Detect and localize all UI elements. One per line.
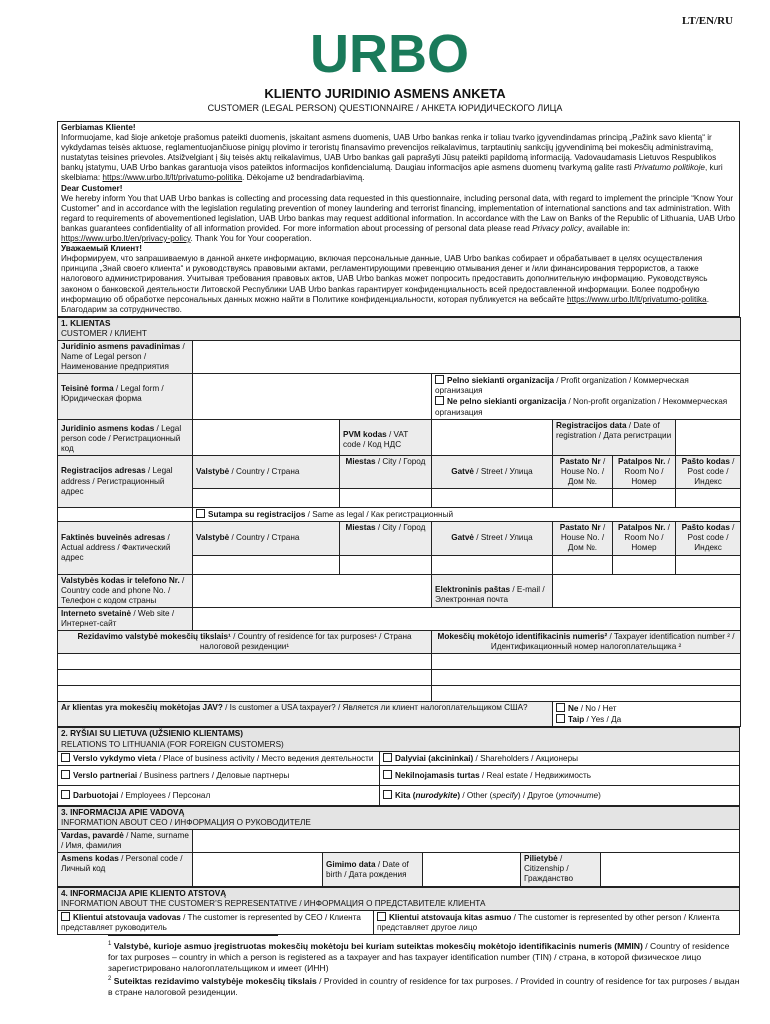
usa-taxpayer-options — [553, 702, 741, 727]
email-label: Elektroninis paštas / E-mail / Электронная почта — [432, 574, 553, 607]
ceo-citizenship-label: Pilietybė / Citizenship / Гражданство — [521, 853, 601, 886]
usa-yes-option[interactable]: Taip / Yes / Да — [556, 714, 737, 725]
section-3-title: 3. INFORMACIJA APIE VADOVĄ INFORMATION ABOUT CEO / ИНФОРМАЦИЯ О РУКОВОДИТЕЛЕ — [58, 806, 740, 829]
business-place-option[interactable]: Verslo vykdymo vieta / Place of business activity / Место ведения деятельности — [58, 751, 380, 765]
reg-address-label: Registracijos adresas / Legal address / Регистрационный адрес — [58, 455, 193, 507]
reg-date-field[interactable] — [676, 419, 741, 455]
legal-name-field[interactable] — [193, 340, 741, 373]
nonprofit-org-option[interactable]: Ne pelno siekianti organizacija / Non-profit organization / Некоммерческая организация — [435, 397, 728, 417]
actual-city-field[interactable] — [340, 555, 432, 574]
actual-post-field[interactable] — [676, 555, 741, 574]
rep-other-option[interactable]: Klientui atstovauja kitas asmuo / The customer is represented by other person / Клиента представляет другое лицо — [374, 910, 740, 934]
usa-no-checkbox[interactable] — [556, 703, 565, 712]
shareholders-option[interactable]: Dalyviai (akcininkai) / Shareholders / Акционеры — [380, 751, 740, 765]
actual-room-field[interactable] — [613, 555, 676, 574]
other-relation-checkbox[interactable] — [383, 790, 392, 799]
lt-policy-name: Privatumo politikoje — [633, 163, 705, 173]
phone-field[interactable] — [193, 574, 432, 607]
actual-street-label: Gatvė / Street / Улица — [432, 522, 553, 555]
lt-text-end: . Dėkojame už bendradarbiavimą. — [242, 173, 365, 183]
section-1-title: 1. KLIENTAS CUSTOMER / КЛИЕНТ — [58, 317, 741, 340]
employees-option[interactable]: Darbuotojai / Employees / Персонал — [58, 785, 380, 805]
form-subtitle: CUSTOMER (LEGAL PERSON) QUESTIONNAIRE / АНКЕТА ЮРИДИЧЕСКОГО ЛИЦА — [207, 103, 563, 113]
website-label: Interneto svetainė / Web site / Интернет-сайт — [58, 607, 193, 630]
same-as-legal-option[interactable]: Sutampa su registracijos / Same as legal / Как регистрационный — [193, 508, 741, 522]
legal-form-label: Teisinė forma / Legal form / Юридическая форма — [58, 374, 193, 419]
actual-street-field[interactable] — [432, 555, 553, 574]
reg-house-field[interactable] — [553, 489, 613, 508]
lt-privacy-link[interactable]: https://www.urbo.lt/lt/privatumo-politika — [102, 173, 243, 183]
employees-checkbox[interactable] — [61, 790, 70, 799]
business-place-checkbox[interactable] — [61, 753, 70, 762]
logo-text: URBO — [310, 28, 469, 76]
en-text-mid: , available in: — [582, 223, 630, 233]
vat-label: PVM kodas / VAT code / Код НДС — [340, 419, 432, 455]
website-field[interactable] — [193, 607, 741, 630]
footnote-2: $^2$ Suteiktas rezidavimo valstybėje mokesčių tikslais / Provided in country of residence for tax purposes. / Provided in country of residence for tax purposes / выдан в стране налоговой резиденции. — [108, 975, 740, 997]
lt-greeting: Gerbiamas Kliente! — [61, 123, 136, 132]
profit-org-option[interactable]: Pelno siekianti organizacija / Profit organization / Коммерческая организация — [435, 376, 689, 396]
actual-house-label: Pastato Nr / House No. / Дом №. — [553, 522, 613, 555]
ceo-name-label: Vardas, pavardė / Name, surname / Имя, фамилия — [58, 830, 193, 853]
tax-residence-label: Rezidavimo valstybė mokesčių tikslais¹ / Country of residence for tax purposes¹ / Страна налоговой резиденции¹ — [58, 631, 432, 654]
usa-yes-checkbox[interactable] — [556, 714, 565, 723]
rep-ceo-checkbox[interactable] — [61, 912, 70, 921]
reg-house-label: Pastato Nr / House No. / Дом №. — [553, 455, 613, 488]
legal-code-field[interactable] — [193, 419, 340, 455]
actual-country-field[interactable] — [193, 555, 340, 574]
form-title: KLIENTO JURIDINIO ASMENS ANKETA — [264, 86, 506, 101]
tin-field-3[interactable] — [432, 686, 741, 702]
language-indicator: LT/EN/RU — [682, 15, 733, 27]
lt-text: Informuojame, kad šioje anketoje prašomus pateikti duomenis, įskaitant asmens duomenis, UAB Urbo bankas renka ir toliau tvarko įgyvendindamas principą „Pažink savo klientą“ ir vykdydamas teisės aktuose, reglamentuojančiuose pinigų plovimo ir teroristų finansavimo prevencijos reikalavimus, tarptautinių sankcijų įgyvendinimą bei mokesčių administravimą, nustatytas teisines prievoles. Atsižvelgiant į šių teisės aktų reikalavimus, UAB Urbo bankas gali paprašyti Jūsų pateikti papildomą informaciją. Vadovaudamasis Lietuvos Respublikos bankų įstatymu, UAB Urbo bankas garantuoja visos pateiktos informacijos konfidencialumą. Daugiau informacijos apie asmens duomenų tvarkymą galite rasti — [61, 133, 717, 173]
reg-post-field[interactable] — [676, 489, 741, 508]
reg-country-label: Valstybė / Country / Страна — [193, 455, 340, 488]
profit-org-checkbox[interactable] — [435, 375, 444, 384]
en-privacy-link[interactable]: https://www.urbo.lt/en/privacy-policy — [61, 234, 191, 244]
legal-code-label: Juridinio asmens kodas / Legal person code / Регистрационный код — [58, 419, 193, 455]
lt-text-mid: , kuri skelbiama: — [61, 163, 723, 183]
reg-country-field[interactable] — [193, 489, 340, 508]
section-4-title: 4. INFORMACIJA APIE KLIENTO ATSTOVĄ INFORMATION ABOUT THE CUSTOMER’S REPRESENTATIVE / ИНФОРМАЦИЯ О ПРЕДСТАВИТЕЛЕ КЛИЕНТА — [58, 887, 740, 910]
usa-taxpayer-question: Ar klientas yra mokesčių mokėtojas JAV? / Is customer a USA taxpayer? / Является ли клиент налогоплательщиком США? — [58, 702, 553, 727]
intro-notice — [57, 121, 740, 317]
partners-option[interactable]: Verslo partneriai / Business partners / Деловые партнеры — [58, 765, 380, 785]
section-representative — [57, 887, 740, 935]
actual-house-field[interactable] — [553, 555, 613, 574]
footnotes — [108, 935, 740, 998]
reg-post-label: Pašto kodas / Post code / Индекс — [676, 455, 741, 488]
reg-street-field[interactable] — [432, 489, 553, 508]
reg-date-label: Registracijos data / Date of registration / Дата регистрации — [553, 419, 676, 455]
partners-checkbox[interactable] — [61, 770, 70, 779]
section-customer — [57, 317, 741, 728]
real-estate-option[interactable]: Nekilnojamasis turtas / Real estate / Недвижимость — [380, 765, 740, 785]
section-ceo — [57, 806, 740, 887]
ceo-code-label: Asmens kodas / Personal code / Личный код — [58, 853, 193, 886]
footnote-divider — [108, 935, 278, 936]
ceo-birth-field[interactable] — [423, 853, 521, 886]
rep-ceo-option[interactable]: Klientui atstovauja vadovas / The customer is represented by CEO / Клиента представляет руководитель — [58, 910, 374, 934]
email-field[interactable] — [553, 574, 741, 607]
vat-field[interactable] — [432, 419, 553, 455]
actual-country-label: Valstybė / Country / Страна — [193, 522, 340, 555]
tin-field-1[interactable] — [432, 654, 741, 670]
rep-other-checkbox[interactable] — [377, 912, 386, 921]
tax-residence-field-1[interactable] — [58, 654, 432, 670]
questionnaire-form — [57, 121, 740, 935]
ceo-name-field[interactable] — [193, 830, 740, 853]
tax-residence-field-2[interactable] — [58, 670, 432, 686]
en-greeting: Dear Customer! — [61, 183, 123, 193]
legal-name-label: Juridinio asmens pavadinimas / Name of Legal person / Наименование предприятия — [58, 340, 193, 373]
section-2-title: 2. RYŠIAI SU LIETUVA (UŽSIENIO KLIENTAMS) RELATIONS TO LITHUANIA (FOR FOREIGN CUSTOMERS) — [58, 728, 740, 751]
en-policy-name: Privacy policy — [532, 223, 583, 233]
usa-no-option[interactable]: Ne / No / Нет — [556, 703, 737, 714]
organization-type — [432, 374, 741, 419]
actual-city-label: Miestas / City / Город — [340, 522, 432, 555]
same-as-legal-checkbox[interactable] — [196, 509, 205, 518]
tax-residence-field-3[interactable] — [58, 686, 432, 702]
footnote-1: $^1$ Valstybė, kurioje asmuo įregistruotas mokesčių mokėtoju bei kuriam suteiktas mokesčių mokėtojo identifikacinis numeris (MMIN) / Country of residence for tax purposes – country in which a person is registered as a taxpayer and has taxpayer identification number (TIN) / страна, в которой физическое лицо зарегистрировано налогоплательщиком и имеет (ИНН) — [108, 940, 730, 973]
ru-privacy-link[interactable]: https://www.urbo.lt/lt/privatumo-politika — [566, 294, 707, 304]
reg-city-label: Miestas / City / Город — [340, 455, 432, 488]
actual-post-label: Pašto kodas / Post code / Индекс — [676, 522, 741, 555]
ceo-code-field[interactable] — [193, 853, 323, 886]
actual-room-label: Patalpos Nr. / Room No / Номер — [613, 522, 676, 555]
legal-form-field[interactable] — [193, 374, 432, 419]
ceo-citizenship-field[interactable] — [601, 853, 740, 886]
phone-label: Valstybės kodas ir telefono Nr. / Country code and phone No. / Телефон с кодом страны — [58, 574, 193, 607]
real-estate-checkbox[interactable] — [383, 770, 392, 779]
nonprofit-org-checkbox[interactable] — [435, 396, 444, 405]
reg-street-label: Gatvė / Street / Улица — [432, 455, 553, 488]
other-relation-option[interactable]: Kita (nurodykite) / Other (specify) / Другое (уточните) — [380, 785, 740, 805]
reg-room-label: Patalpos Nr. / Room No / Номер — [613, 455, 676, 488]
ceo-birth-label: Gimimo data / Date of birth / Дата рождения — [323, 853, 423, 886]
tin-label: Mokesčių mokėtojo identifikacinis numeris² / Taxpayer identification number ² / Идентификационный номер налогоплательщика ² — [432, 631, 741, 654]
en-text: We hereby inform You that UAB Urbo bankas is collecting and processing data requested in this questionnaire, including personal data, with regard to implement the principle “Know Your Customer” and in accordance with the legislation regulating prevention of money laundering and terrorist financing, implementation of international sanctions and tax administration. With regard to requirements of abovementioned legislation, UAB Urbo bankas may request additional information. In accordance with the Law on Banks of the Republic of Lithuania, UAB Urbo bankas guarantees confidentiality of all information provided. For more information about processing of personal data please read — [61, 193, 736, 233]
tin-field-2[interactable] — [432, 670, 741, 686]
ru-text-end: . Благодарим за сотрудничество. — [61, 294, 709, 314]
actual-address-label: Faktinės buveinės adresas / Actual address / Фактический адрес — [58, 522, 193, 574]
en-text-end: . Thank You for Your cooperation. — [190, 234, 312, 244]
ru-text: Информируем, что запрашиваемую в данной анкете информацию, включая персональные данные, UAB Urbo bankas собирает и обрабатывает в целях осуществления принципа „Знай своего клиента“ и руководствуясь правовыми актами, регламентирующими превенцию отмывания денег и /или финансирования террористов, а также налогового администрирования. Учитывая требования правовых актов, UAB Urbo bankas может попросить предоставить дополнительную информацию. Руководствуясь законом о банковской деятельности Литовской Республики UAB Urbo bankas гарантирует конфиденциальность всей предоставленной информации. Более подробную информацию об обработке персональных данных можно найти в Политике конфиденциальности, которая публикуется на вебсайте — [61, 254, 708, 304]
urbo-logo — [310, 28, 480, 81]
reg-city-field[interactable] — [340, 489, 432, 508]
ru-greeting: Уважаемый Клиент! — [61, 244, 142, 254]
reg-room-field[interactable] — [613, 489, 676, 508]
shareholders-checkbox[interactable] — [383, 753, 392, 762]
section-relations — [57, 727, 740, 805]
